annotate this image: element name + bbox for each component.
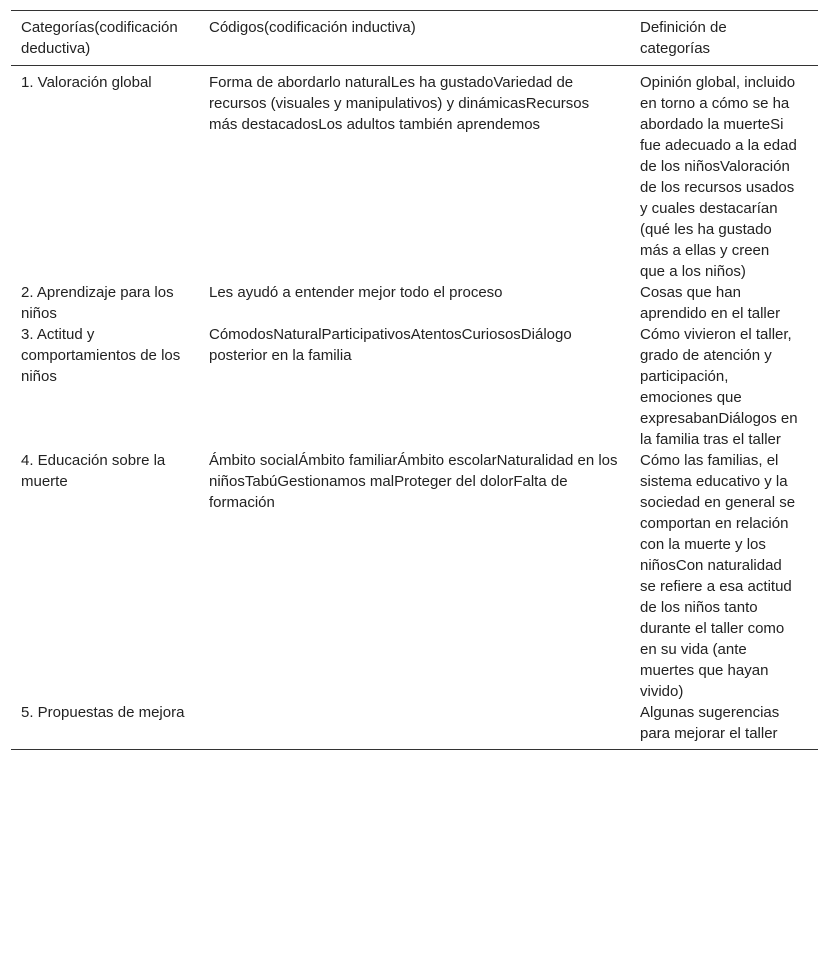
- cell-codes: Forma de abordarlo naturalLes ha gustadoVariedad de recursos (visuales y manipulativos) y dinámicasRecursos más destacadosLos adultos también aprendemos: [209, 74, 590, 133]
- cell-category: 2. Aprendizaje para los niños: [21, 284, 174, 322]
- table-row: [11, 66, 818, 283]
- header-definicion: Definición de categorías: [640, 19, 727, 57]
- table-row: [11, 702, 818, 750]
- cell-definition: Opinión global, incluido en torno a cómo se ha abordado la muerteSi fue adecuado a la edad de los niñosValoración de los recursos usados y cuales destacarían (qué les ha gustado más a ellas y creen que a los niños): [640, 74, 797, 280]
- cell-category: 3. Actitud y comportamientos de los niños: [21, 326, 181, 385]
- table-row: [11, 450, 818, 702]
- cell-category: 4. Educación sobre la muerte: [21, 452, 166, 490]
- cell-codes: CómodosNaturalParticipativosAtentosCuriososDiálogo posterior en la familia: [209, 326, 572, 364]
- cell-definition: Cómo las familias, el sistema educativo y la sociedad en general se comportan en relación con la muerte y los niñosCon naturalidad se refiere a esa actitud de los niños tanto durante el taller como en su vida (ante muertes que hayan vivido): [640, 452, 796, 700]
- categories-table: [11, 10, 818, 750]
- table-body: [11, 66, 818, 750]
- cell-category: 1. Valoración global: [21, 74, 152, 91]
- header-codigos: Códigos(codificación inductiva): [209, 19, 416, 36]
- cell-codes: [199, 702, 630, 750]
- cell-definition: Cosas que han aprendido en el taller: [640, 284, 781, 322]
- cell-definition: Cómo vivieron el taller, grado de atención y participación, emociones que expresabanDiálogos en la familia tras el taller: [640, 326, 798, 448]
- cell-category: 5. Propuestas de mejora: [21, 704, 185, 721]
- cell-codes: Ámbito socialÁmbito familiarÁmbito escolarNaturalidad en los niñosTabúGestionamos malProteger del dolorFalta de formación: [209, 452, 618, 511]
- table-row: [11, 324, 818, 450]
- header-categorias: Categorías(codificación deductiva): [21, 19, 178, 57]
- cell-codes: Les ayudó a entender mejor todo el proceso: [209, 284, 503, 301]
- categories-table-container: [11, 10, 818, 750]
- cell-definition: Algunas sugerencias para mejorar el taller: [640, 704, 780, 742]
- table-row: [11, 282, 818, 324]
- header-row: [11, 11, 818, 66]
- table-header: [11, 11, 818, 66]
